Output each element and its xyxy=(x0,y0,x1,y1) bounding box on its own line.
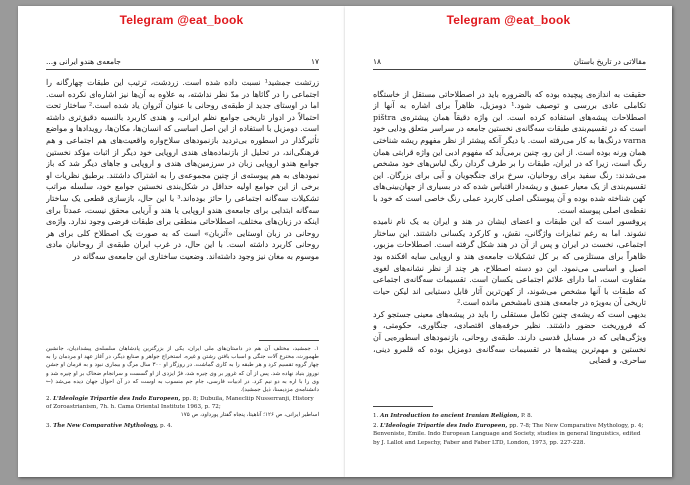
footnotes xyxy=(373,410,646,447)
footnote-2: 2. L'Ideologie Tripartie des Indo Europeen, pp. 8; Dubuila, Manecliip Nusserranji, History of Zoroastrianism, 7h. h. Cama Oriental Institute 1963, p. 72; xyxy=(46,396,314,411)
running-title: جامعه‌ی هندو ایرانی و... xyxy=(46,57,121,66)
paragraph: حقیقت به اندازه‌ی پیچیده بوده که بالضروره باید در اصطلاحاتی مستقل از خاستگاه تکاملی عادی بررسی و توصیف شود.¹ دومزیل، ظاهراً برای اشاره به آنها از اصطلاحات پیشه‌های استفاده کرده است. این واژه دقیقاً همان پیشتره‌ی pištra است که در تقسیم‌بندی طبقات سه‌گانه‌ی نخستین جامعه در سراسر متعلق ودایی خود varna درنگ‌ها به کار می‌رفته است. با دیگر آنکه پیشتر از نظر مفهوم ریشه شناختی همان ورنه بوده است. از این رو، چنین برمی‌آید که مفهوم ادبی این واژه قرابتی همان رنگ است، زیرا که در ایران، طبقات را بر طرف گردان رنگ لباس‌های خود مشخص می‌شدند: رنگ سفید برای روحانیان، سرخ برای جنگجویان و آبی برای بزرگان. این تقسیم‌بندی از یک معیار عمیق و ریشه‌دار اقتباس شده که در بسیاری از جهان‌بینی‌های کهن شناخته شده بوده و آن پیوستگی اصلی کاربرد عملی رنگ خاصی است که خود با نقطه‌ی اصلی پیوسته است. پروفسور است که این طبقات و اعضای ایشان در هند و ایران به یک نام نامیده نشوند. اما به رغم تمایزات واژگانی، نقش، و کارکرد یکسانی داشتند. این ساختار اجتماعی، نخست در ایران و پس از آن در هند شکل گرفته است. اصطلاحات مزبور، ظاهراً برای مستلزمی که بر کل تشکیلات جامعه‌ی هند و اروپایی سایه افکنده بود اصیل و اساسی می‌نمود. این دو دسته اصطلاح، هر چند از نظر نشانه‌های لغوی متفاوت است، اما دارای علائم اجتماعی یکسان است. تقسیمات سه‌گانه‌ی اجتماعی که طبقات با آنها مشخص می‌شوند، از کهن‌ترین آثار قابل دستیابی اند لیکن حیات تاریخی آن به‌ویژه در جامعه‌ی هندی نامشخص مانده است.² بدیهی است که ریشه‌ی چنین تکامل مستقلی را باید در پیشه‌های معینی جستجو کرد که فروریخت حضور داشتند. نظیر حرفه‌های اقتصادی، جنگاوری، حکومتی، و ویژگی‌هایی که در مسایل قدسی دارند. طبقه‌ی روحانی، بازنمودهای اسطوره‌یی آن نخستین و مهم‌ترین پیشه‌ها در تقسیمات سه‌گانه‌ی دومزیل بوده که قلمرو دینی، ساحری، و قضایی xyxy=(373,89,646,366)
footnote-divider xyxy=(373,406,433,407)
right-page xyxy=(345,6,672,477)
header-divider xyxy=(373,69,646,70)
footnote-2: 2. L'Ideologie Tripartie des Indo Europeen, pp. 7-8; The New Comparative Mythology, p. 4; Benveniste, Emile. Indo European Language and Society, studies in general linguistics, edited by J. Lallot and Lepschy, Faber and Faber LTD, London, 1973, pp. 227-228. xyxy=(373,423,644,446)
footnote-3: 3. The New Comparative Mythology, p. 4. xyxy=(46,422,173,429)
telegram-banner: Telegram @eat_book xyxy=(446,13,571,27)
paragraph: زرتشت جمشید¹ نسبت داده شده است. زردشت، ترتیب این طبقات چهارگانه را اجتماعی را در گاثاها در مدّ نظر نداشته، به علاوه به آن‌ها نیز اشاره‌ای نکرده است. اما در اوستای جدید از طبقه‌ی روحانی با عنوان آثروان یاد شده است.² ساختار تحت احتمالاً در ادوار تاریخی جوامع نظم ایرانی، و هندی کاربرد بالنسبه دقیق‌تری داشته است. دومزیل با استفاده از این اصل اساسی که انسان‌ها، مکان‌ها، رویدادها و مواضع تأثیرگذار در اسطوره بی‌تردید بازنمودهای سلاح‌واره واقعیت‌های هم اجتماعی و هم فرهنگی‌اند، در تحلیل از بازنماده‌های هندی اروپایی خود دیگر از اثبات مؤکد نخستین جوامع هندو اروپایی زبان در سرزمین‌های هندی و اروپایی و جاهای دیگر شد که باز نمودهای به هم پیوسته‌ی از چنین مجموعه‌ی را به اشتراک داشتند. برطبق نظریات او برخی از این جوامع اولیه حداقل در شکل‌بندی نخستین جوامع خود، سلسله مراتب تشکیلات سه‌گانه اجتماعی را حائز بوده‌اند.³ با این حال، بازسازی قطعی یک ساختار سه‌گانه ابتدایی برای جامعه‌ی هندو اروپایی یا هند و آریایی محقق نیست، عمدتاً برای اینکه در زبان‌های مختلف، اصطلاحاتی منطقی برای طبقات فرضی وجود ندارد. واژه‌ی روحانی در زبان اوستایی «آثربان» است که به صورت یک اصطلاح کلی برای هر روحانی کاربرد داشته است. با این حال، در غرب ایران طبقه‌ی از روحانیان مادی موسوم به مغان نیز وجود داشته‌اند. وضعیت ساختاری این جامعه‌ی سه‌گانه در xyxy=(46,78,319,261)
page-number: ۱۸ xyxy=(373,57,382,66)
body-text xyxy=(373,77,646,401)
footnote-1: 1. An Introduction to ancient Iranian Religion, P. 8. xyxy=(373,413,533,419)
telegram-banner: Telegram @eat_book xyxy=(119,13,244,27)
page-number: ۱۷ xyxy=(310,57,319,66)
page-header xyxy=(373,57,646,69)
footnote-fa: ۱. جمشید، مختلف آن هم در داستان‌های ملی ایران، یکی از بزرگترین پادشاهان سلسله‌ی پیشدادیان، جانشین طهمورث، مخترع آلات جنگی و اسباب بافتن رشتن و غیره. استخراج جواهر و صنایع دیگر، در آغاز عهد او مردمان را به چهار گروه تقسیم کرد و هر طبقه را به کاری گماشت. در روزگار او ۳۰۰ سال مرگ و بیماری نبود و به فرمان او جشن نوروز بنیاد نهاده شد. پس از آن که غرور بر وی چیره شد، فرّ ایزدی از او گسست و سرانجام ضحاک بر او چیره شد و وی را با اره به دو نیم کرد. در ادبیات فارسی، جام جم منسوب به اوست که در آن احوال جهان دیده می‌شد (← دانشنامه‌ی مزدیسنا، ذیل جمشید). xyxy=(46,346,319,393)
body-text xyxy=(46,77,319,333)
footnote-2-fa: اساطیر ایرانی، ص ۱۲۶؛ آناهیتا، پنجاه گفتار پورداود، ص ۱۷۵ xyxy=(180,412,319,419)
header-divider xyxy=(46,69,319,70)
running-title: مقالاتی در تاریخ باستان xyxy=(573,57,646,66)
page-header xyxy=(46,57,319,69)
footnotes xyxy=(46,345,319,430)
footnote-divider xyxy=(259,340,319,341)
left-page xyxy=(18,6,345,477)
